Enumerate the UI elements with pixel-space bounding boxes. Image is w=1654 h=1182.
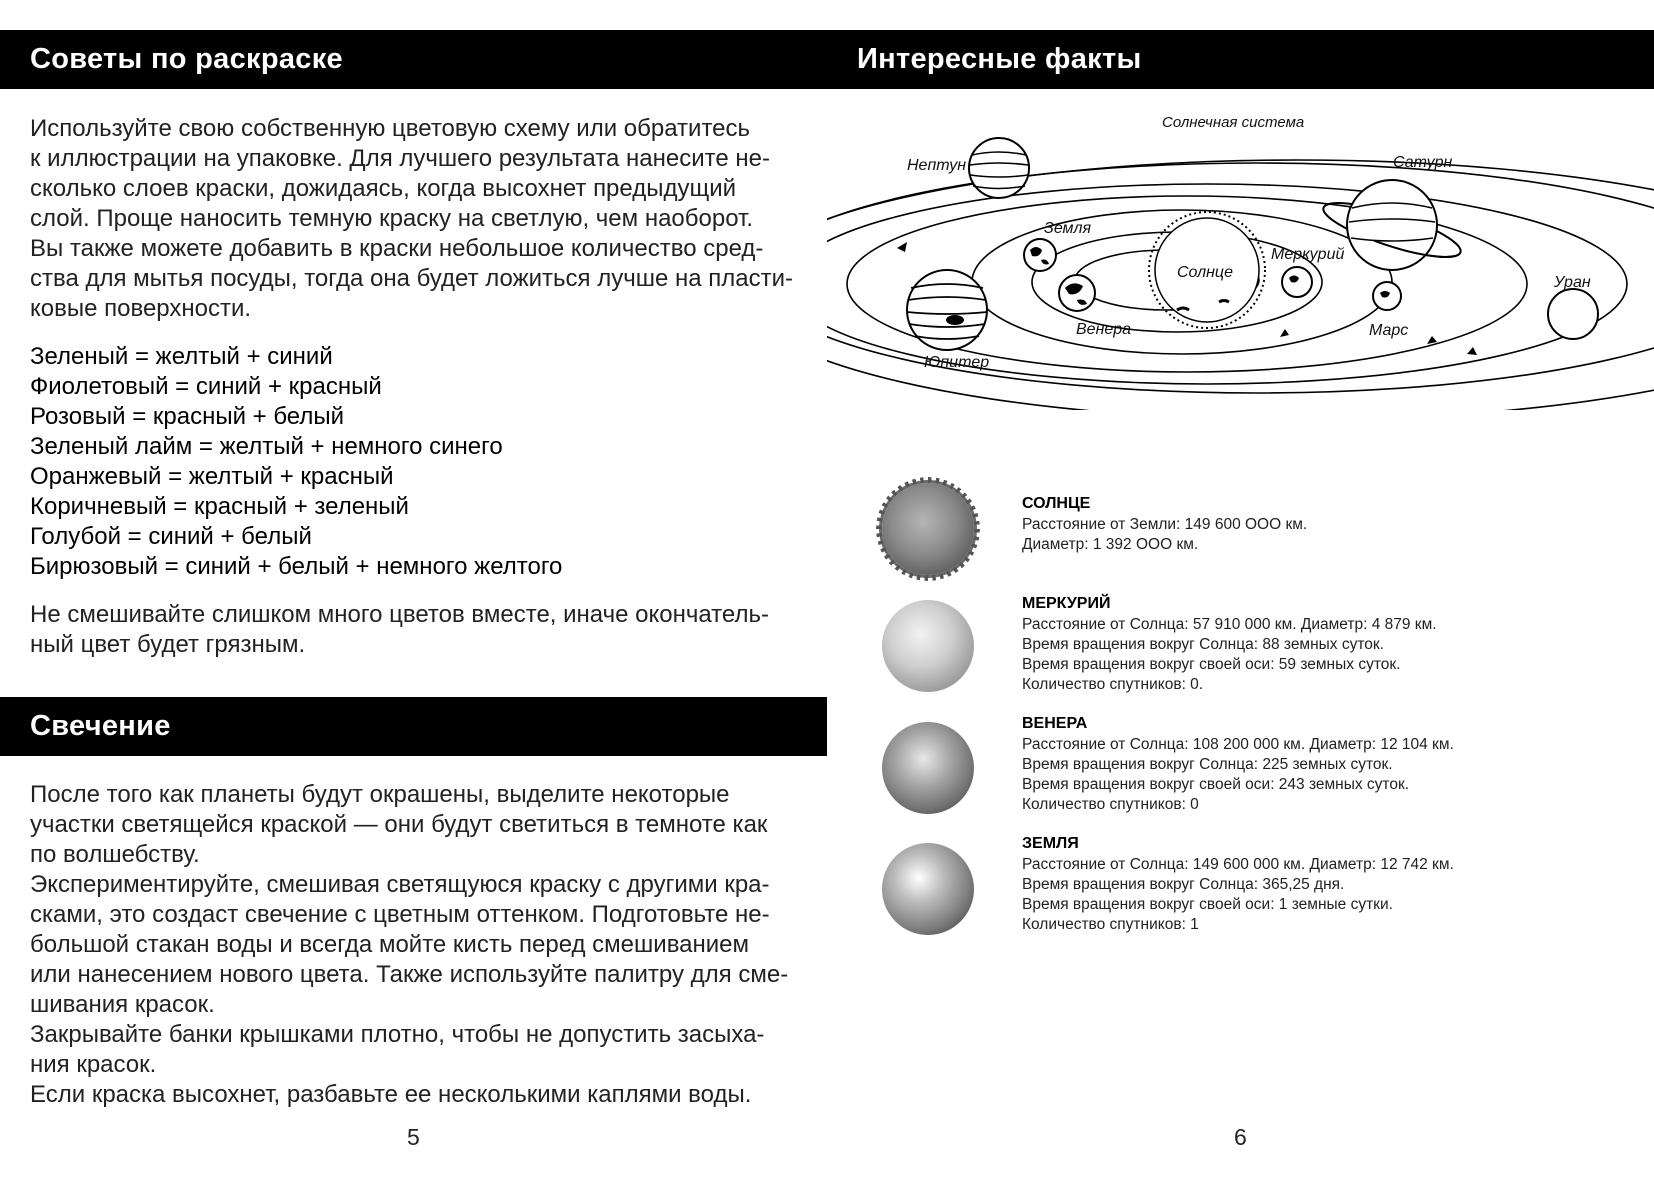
glow-heading: Свечение <box>0 697 827 756</box>
orbit-arrow <box>1427 336 1437 344</box>
planet-fact-line: Время вращения вокруг своей оси: 243 земных суток. <box>1022 776 1410 793</box>
orbit-arrow <box>1280 329 1289 337</box>
planet-fact-line: Диаметр: 1 392 ООО км. <box>1022 536 1199 553</box>
venus-image <box>882 722 974 814</box>
list-item: Голубой = синий + белый <box>30 523 312 550</box>
planet-info <box>1022 593 1437 695</box>
text-line: ный цвет будет грязным. <box>30 631 306 658</box>
planet-fact-line: Время вращения вокруг своей оси: 1 земные сутки. <box>1022 896 1393 913</box>
list-item: Розовый = красный + белый <box>30 403 345 430</box>
diagram-caption: Солнечная система <box>1162 114 1305 131</box>
label-venus: Венера <box>1076 321 1132 338</box>
list-item: Зеленый лайм = желтый + немного синего <box>30 433 503 460</box>
mixing-warning-paragraph <box>30 600 798 660</box>
text-line: Экспериментируйте, смешивая светящуюся краску с другими кра- <box>30 871 770 898</box>
color-mix-list <box>30 342 562 582</box>
text-line: большой стакан воды и всегда мойте кисть перед смешиванием <box>30 931 750 958</box>
planet-info <box>1022 833 1454 935</box>
coloring-tips-paragraph <box>30 114 798 324</box>
page-number: 5 <box>407 1124 420 1150</box>
planet-fact-line: Время вращения вокруг своей оси: 59 земных суток. <box>1022 656 1401 673</box>
glow-paragraph <box>30 780 798 1110</box>
text-line: После того как планеты будут окрашены, выделите некоторые <box>30 781 730 808</box>
label-earth: Земля <box>1044 220 1092 237</box>
text-line: ния красок. <box>30 1051 157 1078</box>
planet-info <box>1022 493 1307 555</box>
label-uranus: Уран <box>1554 274 1591 291</box>
orbit-arrow <box>897 242 907 252</box>
orbit-arrow <box>1467 347 1477 355</box>
planet-name: ВЕНЕРА <box>1022 715 1088 732</box>
planet-fact-line: Количество спутников: 0. <box>1022 676 1204 693</box>
coloring-tips-heading: Советы по раскраске <box>0 30 827 89</box>
text-line: Закрывайте банки крышками плотно, чтобы не допустить засыха- <box>30 1021 765 1048</box>
label-neptune: Нептун <box>907 157 967 174</box>
page-number: 6 <box>1234 1124 1247 1150</box>
uranus-drawing <box>1548 289 1598 339</box>
planet-fact-line: Расстояние от Земли: 149 600 ООО км. <box>1022 516 1308 533</box>
text-line: сками, это создаст свечение с цветным оттенком. Подготовьте не- <box>30 901 770 928</box>
text-line: Если краска высохнет, разбавьте ее несколькими каплями воды. <box>30 1081 752 1108</box>
mercury-drawing <box>1282 267 1312 297</box>
text-line: по волшебству. <box>30 841 200 868</box>
text-line: шивания красок. <box>30 991 215 1018</box>
text-line: к иллюстрации на упаковке. Для лучшего результата нанесите не- <box>30 145 770 172</box>
list-item: Оранжевый = желтый + красный <box>30 463 394 490</box>
earth-image <box>882 843 974 935</box>
label-mercury: Меркурий <box>1271 246 1345 263</box>
planet-fact-line: Время вращения вокруг Солнца: 88 земных суток. <box>1022 636 1384 653</box>
jupiter-drawing <box>907 270 987 350</box>
solar-system-diagram <box>827 110 1654 410</box>
label-jupiter: Юпитер <box>924 354 990 371</box>
sun-image <box>882 483 974 575</box>
text-line: сколько слоев краски, дожидаясь, когда высохнет предыдущий <box>30 175 737 202</box>
text-line: Не смешивайте слишком много цветов вместе, иначе окончатель- <box>30 601 769 628</box>
text-line: ковые поверхности. <box>30 295 252 322</box>
right-page <box>827 0 1654 1182</box>
planet-name: ЗЕМЛЯ <box>1022 835 1079 852</box>
text-line: или нанесением нового цвета. Также используйте палитру для сме- <box>30 961 789 988</box>
interesting-facts-heading: Интересные факты <box>827 30 1654 89</box>
list-item: Фиолетовый = синий + красный <box>30 373 382 400</box>
mercury-image <box>882 600 974 692</box>
planet-fact-line: Время вращения вокруг Солнца: 365,25 дня. <box>1022 876 1345 893</box>
text-line: слой. Проще наносить темную краску на светлую, чем наоборот. <box>30 205 754 232</box>
venus-drawing <box>1059 275 1095 311</box>
planet-fact-line: Расстояние от Солнца: 57 910 000 км. Диаметр: 4 879 км. <box>1022 616 1437 633</box>
planet-fact-line: Количество спутников: 0 <box>1022 796 1199 813</box>
sun-spot <box>1219 301 1229 303</box>
earth-drawing <box>1024 239 1056 271</box>
text-line: Вы также можете добавить в краски небольшое количество сред- <box>30 235 764 262</box>
list-item: Зеленый = желтый + синий <box>30 343 333 370</box>
planet-name: СОЛНЦЕ <box>1022 495 1091 512</box>
label-sun: Солнце <box>1177 264 1233 281</box>
planet-name: МЕРКУРИЙ <box>1022 595 1111 612</box>
label-mars: Марс <box>1369 322 1409 339</box>
label-saturn: Сатурн <box>1393 154 1453 171</box>
text-line: Используйте свою собственную цветовую схему или обратитесь <box>30 115 751 142</box>
text-line: ства для мытья посуды, тогда она будет ложиться лучше на пласти- <box>30 265 793 292</box>
planet-fact-line: Время вращения вокруг Солнца: 225 земных суток. <box>1022 756 1393 773</box>
planet-fact-line: Расстояние от Солнца: 149 600 000 км. Диаметр: 12 742 км. <box>1022 856 1454 873</box>
neptune-drawing <box>969 138 1029 198</box>
planet-fact-line: Количество спутников: 1 <box>1022 916 1199 933</box>
planet-fact-line: Расстояние от Солнца: 108 200 000 км. Диаметр: 12 104 км. <box>1022 736 1454 753</box>
mars-drawing <box>1373 282 1401 310</box>
list-item: Коричневый = красный + зеленый <box>30 493 409 520</box>
planet-info <box>1022 713 1454 815</box>
list-item: Бирюзовый = синий + белый + немного желтого <box>30 553 563 580</box>
text-line: участки светящейся краской — они будут светиться в темноте как <box>30 811 768 838</box>
